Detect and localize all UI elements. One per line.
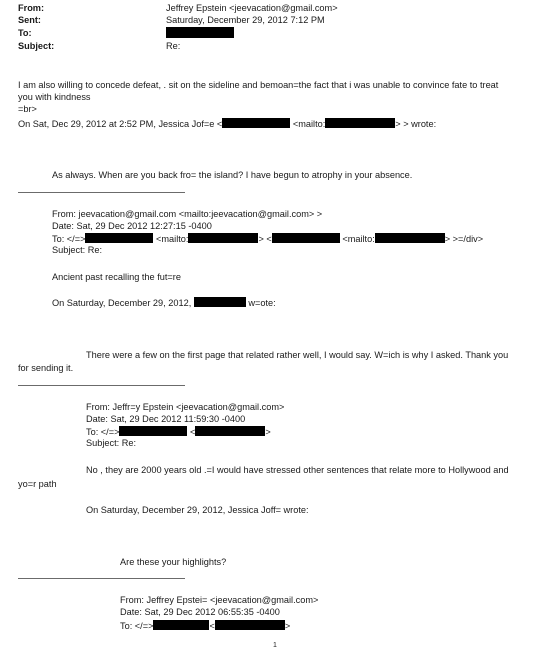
block3-from: From: Jeffr=y Epstein <jeevacation@gmail.com>: [86, 402, 285, 412]
redaction-bar: [119, 426, 187, 436]
block2-to-mailto-1: <mailto:: [156, 234, 189, 244]
block2-to-prefix: To: </=>: [52, 234, 86, 244]
block4-date: Date: Sat, 29 Dec 2012 06:55:35 -0400: [120, 607, 280, 617]
block2-to-end: > >=/div>: [444, 234, 484, 244]
block2-to-mailto-2: <mailto:: [342, 234, 375, 244]
redaction-bar: [215, 620, 285, 630]
redaction-bar: [188, 233, 258, 243]
block3-on-line: On Saturday, December 29, 2012, Jessica Joff= wrote:: [86, 505, 309, 515]
redaction-bar: [222, 118, 290, 128]
subject-value: Re:: [166, 41, 181, 51]
block3-body-line-1: No , they are 2000 years old .=I would have stressed other sentences that relate more to Hollywood and: [86, 465, 509, 475]
block3-to: [86, 426, 271, 438]
quote-attribution-prefix: On Sat, Dec 29, 2012 at 2:52 PM, Jessica Jof=e <: [18, 119, 223, 129]
from-value: Jeffrey Epstein <jeevacation@gmail.com>: [166, 3, 338, 13]
intro-line-3: =br>: [18, 104, 37, 114]
block2-body: Ancient past recalling the fut=re: [52, 272, 181, 282]
block4-to-lt: <: [209, 621, 215, 631]
redaction-bar: [272, 233, 340, 243]
intro-line-2: you with kindness: [18, 92, 91, 102]
block2-subject: Subject: Re:: [52, 245, 103, 255]
redaction-bar: [195, 426, 265, 436]
block3-to-lt: <: [190, 427, 196, 437]
block3-to-prefix: To: </=>: [86, 427, 120, 437]
block4-to: [120, 620, 290, 632]
to-label: To:: [18, 28, 32, 38]
quote-attribution-mailto: <mailto:: [292, 119, 326, 129]
block3-date: Date: Sat, 29 Dec 2012 11:59:30 -0400: [86, 414, 246, 424]
block3-body-line-2: yo=r path: [18, 479, 57, 489]
message-1: As always. When are you back fro= the island? I have begun to atrophy in your absence.: [52, 170, 413, 180]
block2-on-prefix: On Saturday, December 29, 2012,: [52, 298, 192, 308]
block2-date: Date: Sat, 29 Dec 2012 12:27:15 -0400: [52, 221, 212, 231]
block4-to-prefix: To: </=>: [120, 621, 154, 631]
subject-label: Subject:: [18, 41, 55, 51]
sent-value: Saturday, December 29, 2012 7:12 PM: [166, 15, 325, 25]
block2-on-suffix: w=ote:: [248, 298, 276, 308]
block4-from: From: Jeffrey Epstei= <jeevacation@gmail.com>: [120, 595, 319, 605]
redaction-bar: [166, 27, 234, 38]
divider: [18, 192, 185, 193]
divider: [18, 385, 185, 386]
redaction-bar: [153, 620, 209, 630]
redaction-bar: [375, 233, 445, 243]
reply-line-2: for sending it.: [18, 363, 74, 373]
from-label: From:: [18, 3, 45, 13]
block4-to-end: >: [284, 621, 291, 631]
block2-on-line: [52, 297, 276, 309]
block3-to-end: >: [265, 427, 271, 437]
redaction-bar: [85, 233, 153, 243]
block2-to-gt: > <: [258, 234, 272, 244]
to-value: [166, 27, 234, 40]
divider: [18, 578, 185, 579]
block3-subject: Subject: Re:: [86, 438, 137, 448]
quote-attribution-suffix: > > wrote:: [395, 119, 437, 129]
block3-question: Are these your highlights?: [120, 557, 227, 567]
redaction-bar: [194, 297, 246, 307]
sent-label: Sent:: [18, 15, 41, 25]
reply-line-1: There were a few on the first page that related rather well, I would say. W=ich is why I asked. Thank you: [86, 350, 509, 360]
block2-from: From: jeevacation@gmail.com <mailto:jeevacation@gmail.com> >: [52, 209, 323, 219]
intro-line-1: I am also willing to concede defeat, . sit on the sideline and bemoan=the fact that i was unable to convince fate to treat: [18, 80, 499, 90]
quote-attribution-1: [18, 118, 436, 130]
page-number: 1: [273, 642, 277, 649]
block2-to: [52, 233, 483, 245]
redaction-bar: [325, 118, 395, 128]
